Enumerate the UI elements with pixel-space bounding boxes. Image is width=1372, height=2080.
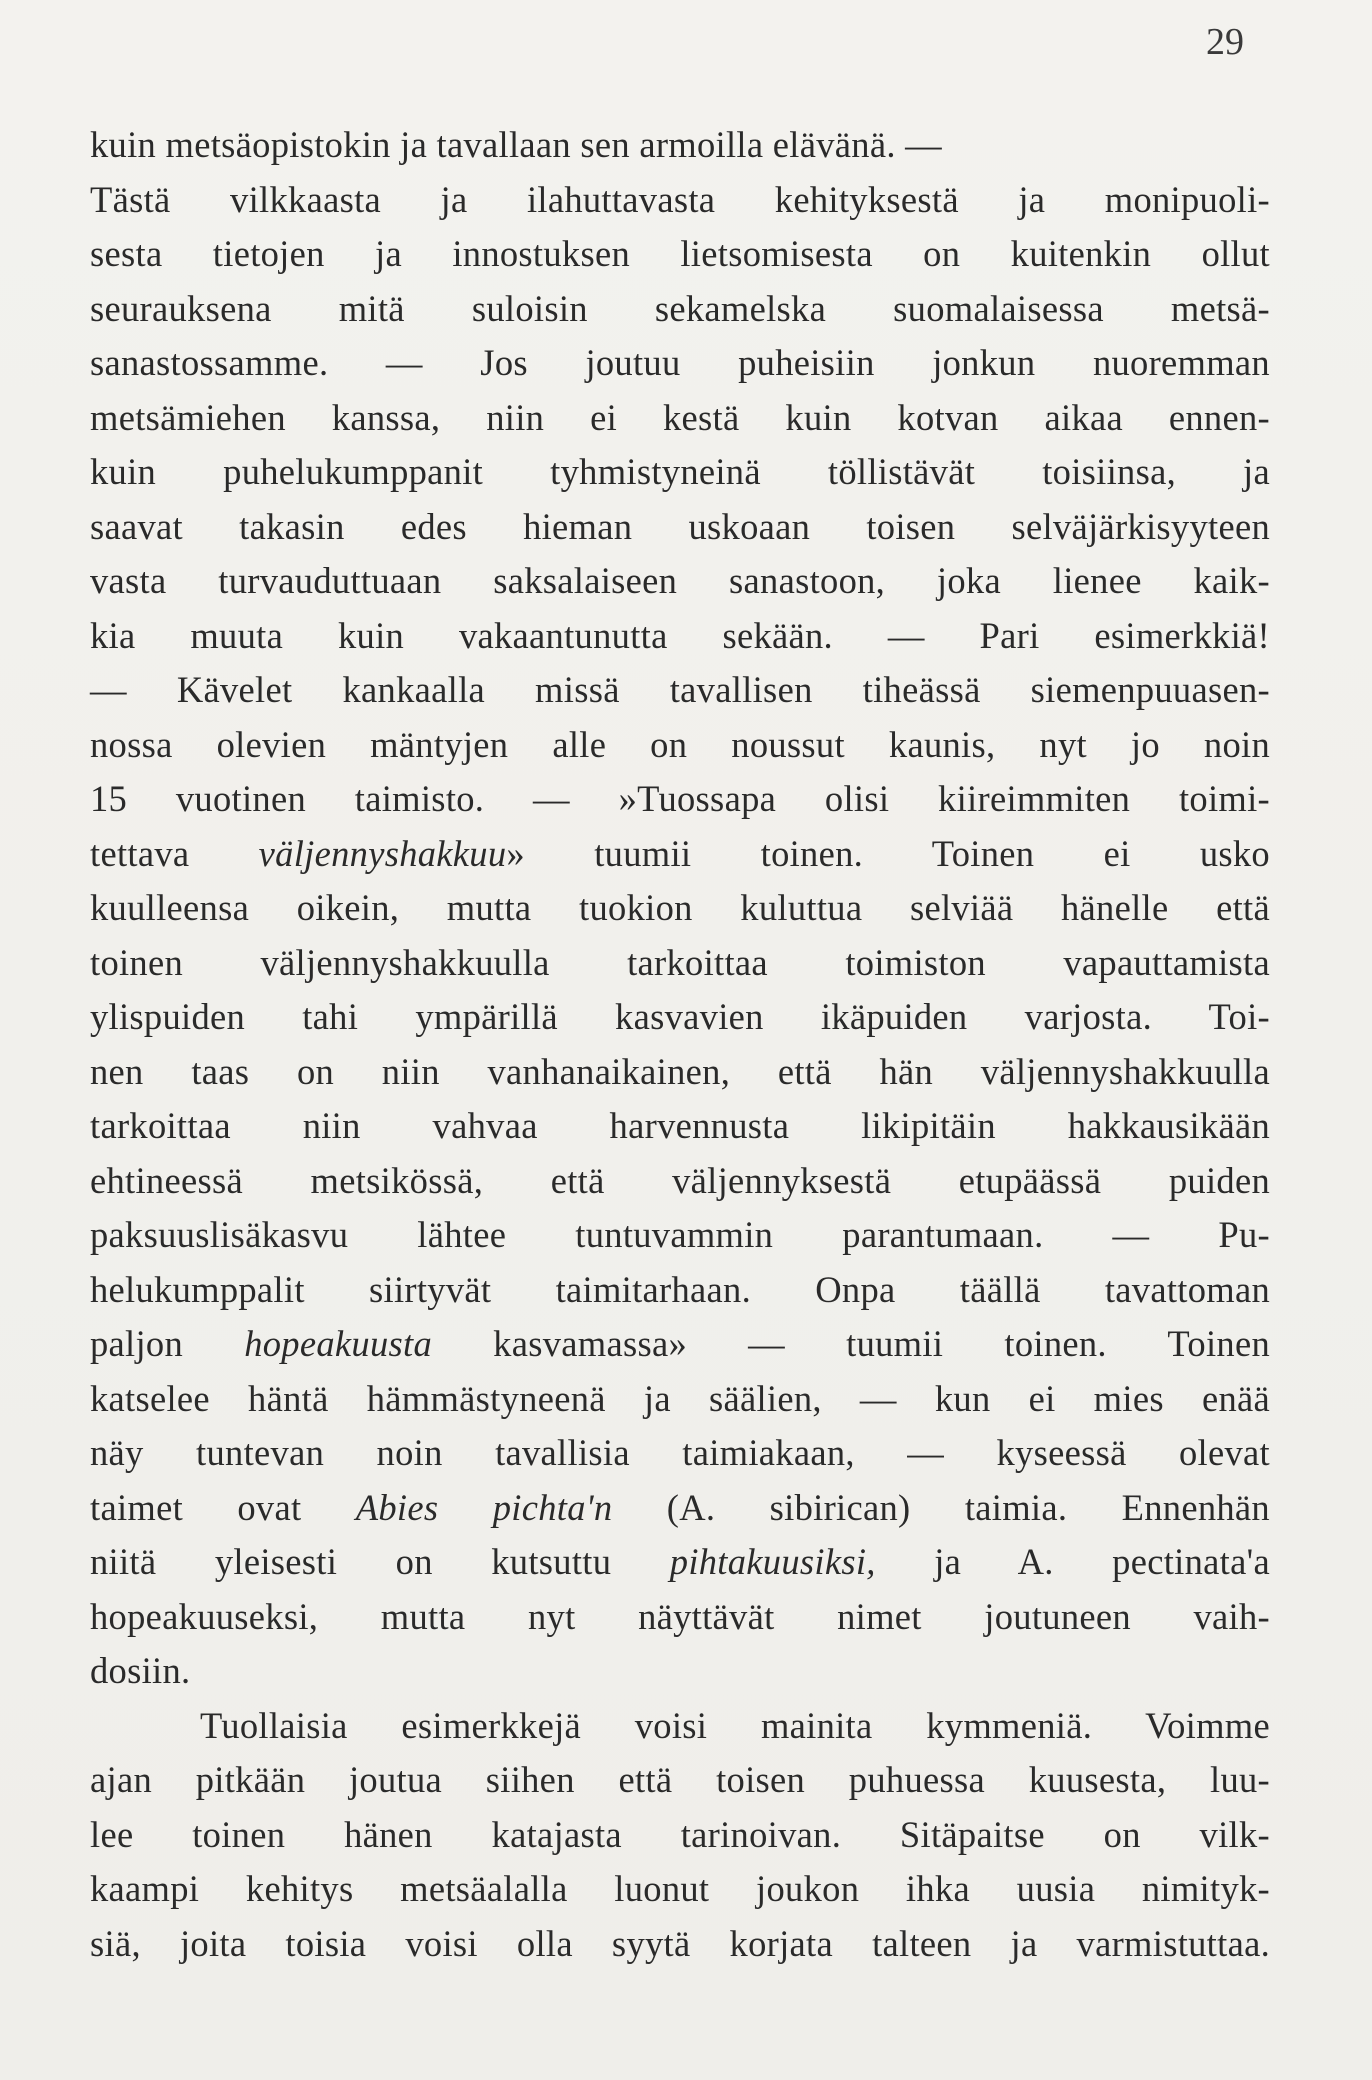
text-line: 15 vuotinen taimisto. — »Tuossapa olisi kiireimmiten toimi-: [90, 778, 1270, 819]
italic-term: Abies pichta'n: [355, 1486, 613, 1528]
text-line: vasta turvauduttuaan saksalaiseen sanastoon, joka lienee kaik-: [90, 560, 1270, 601]
page-number: 29: [1206, 21, 1244, 63]
text-line: Tuollaisia esimerkkejä voisi mainita kymmeniä. Voimme: [200, 1704, 1270, 1746]
text-line: siä, joita toisia voisi olla syytä korjata talteen ja varmistuttaa.: [90, 1922, 1270, 1964]
body-text: [90, 118, 1270, 1971]
text-line: ylispuiden tahi ympärillä kasvavien ikäpuiden varjosta. Toi-: [90, 996, 1270, 1037]
text-segment: paljon: [90, 1323, 245, 1364]
text-line: sanastossamme. — Jos joutuu puheisiin jonkun nuoremman: [90, 342, 1270, 383]
text-line: paksuuslisäkasvu lähtee tuntuvammin parantumaan. — Pu-: [90, 1214, 1270, 1255]
text-line: [90, 827, 1270, 882]
text-line: seurauksena mitä suloisin sekamelska suomalaisessa metsä-: [90, 287, 1270, 329]
text-line: katselee häntä hämmästyneenä ja säälien, — kun ei mies enää: [90, 1377, 1270, 1419]
text-segment: niitä yleisesti on kutsuttu: [90, 1541, 670, 1582]
italic-term: hopeakuusta: [244, 1323, 432, 1364]
text-line: ehtineessä metsikössä, että väljennyksestä etupäässä puiden: [90, 1159, 1270, 1201]
text-segment: taimet ovat: [90, 1486, 356, 1528]
text-segment: (A. sibirican) taimia. Ennenhän: [612, 1486, 1270, 1528]
text-segment: tettava: [90, 832, 259, 874]
text-line: lee toinen hänen katajasta tarinoivan. Sitäpaitse on vilk-: [90, 1813, 1270, 1855]
text-line: näy tuntevan noin tavallisia taimiakaan, — kyseessä olevat: [90, 1432, 1270, 1473]
text-line: kaampi kehitys metsäalalla luonut joukon ihka uusia nimityk-: [90, 1868, 1270, 1909]
text-segment: kasvamassa» — tuumii toinen. Toinen: [432, 1323, 1270, 1364]
text-line: — Kävelet kankaalla missä tavallisen tiheässä siemenpuuasen-: [90, 669, 1270, 710]
text-line: nen taas on niin vanhanaikainen, että hän väljennyshakkuulla: [90, 1050, 1270, 1092]
text-line: kia muuta kuin vakaantunutta sekään. — Pari esimerkkiä!: [90, 614, 1270, 656]
text-line: kuin metsäopistokin ja tavallaan sen armoilla elävänä. —: [90, 124, 942, 165]
text-line: toinen väljennyshakkuulla tarkoittaa toimiston vapauttamista: [90, 941, 1270, 983]
text-line: sesta tietojen ja innostuksen lietsomisesta on kuitenkin ollut: [90, 233, 1270, 274]
text-segment: » tuumii toinen. Toinen ei usko: [506, 832, 1270, 874]
text-line: hopeakuuseksi, mutta nyt näyttävät nimet joutuneen vaih-: [90, 1595, 1270, 1637]
text-line: kuin puhelukumppanit tyhmistyneinä töllistävät toisiinsa, ja: [90, 451, 1270, 492]
text-line: nossa olevien mäntyjen alle on noussut kaunis, nyt jo noin: [90, 723, 1270, 765]
text-line: dosiin.: [90, 1650, 191, 1691]
text-line: ajan pitkään joutua siihen että toisen puhuessa kuusesta, luu-: [90, 1759, 1270, 1800]
text-line: [90, 1481, 1270, 1536]
text-line: kuulleensa oikein, mutta tuokion kuluttua selviää hänelle että: [90, 887, 1270, 928]
italic-term: väljennyshakkuu: [258, 832, 507, 874]
text-line: [90, 1317, 1270, 1372]
text-line: metsämiehen kanssa, niin ei kestä kuin kotvan aikaa ennen-: [90, 396, 1270, 438]
text-line: helukumppalit siirtyvät taimitarhaan. Onpa täällä tavattoman: [90, 1268, 1270, 1310]
italic-term: pihtakuusiksi,: [669, 1541, 876, 1582]
text-line: tarkoittaa niin vahvaa harvennusta likipitäin hakkausikään: [90, 1105, 1270, 1146]
text-line: [90, 1535, 1270, 1590]
text-line: saavat takasin edes hieman uskoaan toisen selväjärkisyyteen: [90, 505, 1270, 547]
text-segment: ja A. pectinata'a: [875, 1541, 1270, 1582]
text-line: Tästä vilkkaasta ja ilahuttavasta kehityksestä ja monipuoli-: [90, 178, 1270, 220]
